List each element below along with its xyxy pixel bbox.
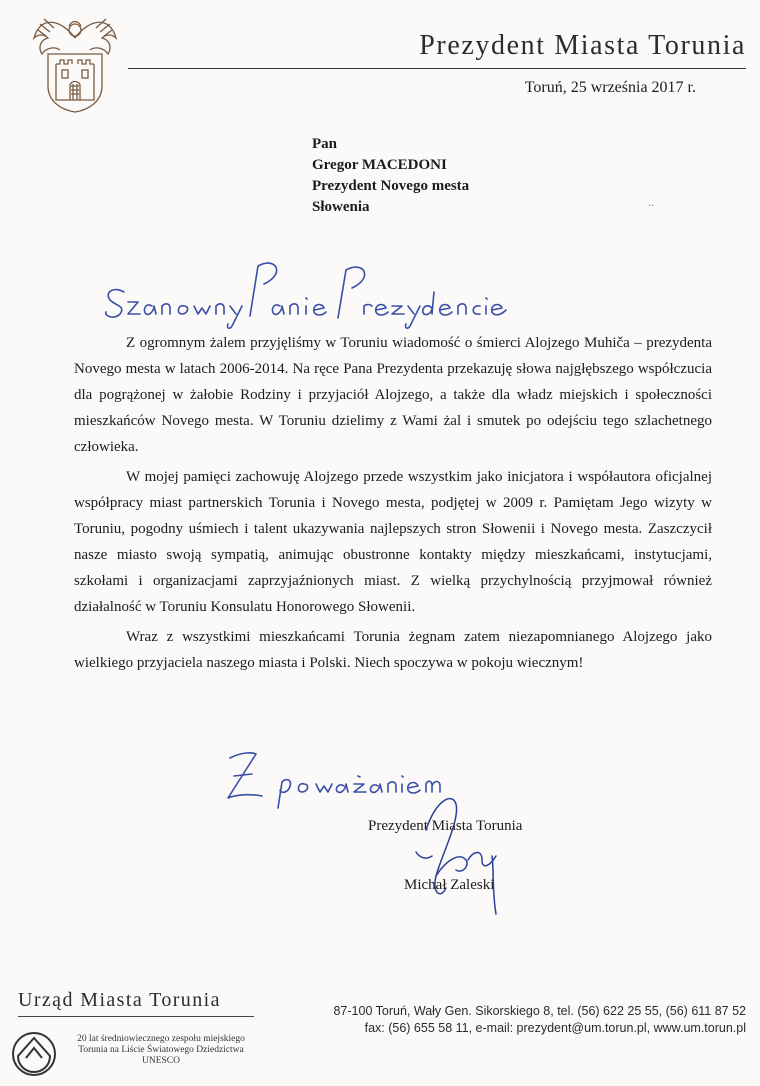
body-paragraph-1: Z ogromnym żalem przyjęliśmy w Toruniu wiadomość o śmierci Alojzego Muhiča – prezydenta Novego mesta w latach 2006-2014. Na ręce Pana Prezydenta przekazuję słowa najgłębszego współczucia dla pogrążonej w żałobie Rodziny i przyjaciół Alojzego, a także dla władz miejskich i społeczności mieszkańców Novego mesta. W Toruniu dzielimy z Wami żal i smutek po odejściu tego szlachetnego człowieka. — [74, 335, 712, 455]
footer-divider — [18, 1016, 254, 1017]
unesco-heritage-icon — [10, 1030, 58, 1078]
letter-date: Toruń, 25 września 2017 r. — [524, 79, 696, 96]
recipient-name: Gregor MACEDONI — [312, 157, 447, 173]
header-divider — [128, 68, 746, 69]
coat-of-arms-icon — [30, 8, 120, 114]
handwritten-greeting — [100, 252, 510, 330]
footer-fax-email: fax: (56) 655 58 11, e-mail: prezydent@um.torun.pl, www.um.torun.pl — [364, 1021, 746, 1035]
signatory-name: Michał Zaleski — [404, 877, 495, 893]
recipient-block — [312, 134, 469, 218]
body-paragraph-2: W mojej pamięci zachowuję Alojzego przede wszystkim jako inicjatora i współautora oficjalnej współpracy miast partnerskich Torunia i Novego mesta, podjętej w 2009 r. Pamiętam Jego wizyty w Toruniu, pogodny uśmiech i talent ukazywania najlepszych stron Słowenii i Novego mesta. Zaszczycił nasze miasto swoją sympatią, animując obustronne kontakty między mieszkańcami, instytucjami, szkołami i organizacjami zaprzyjaźnionych miast. Z wielką przychylnością przyjmował również działalność w Toruniu Konsulatu Honorowego Słowenii. — [74, 469, 712, 615]
unesco-line-3: UNESCO — [141, 1056, 180, 1066]
handwritten-signature — [396, 790, 516, 922]
recipient-salutation: Pan — [312, 136, 338, 152]
signatory-role: Prezydent Miasta Torunia — [368, 818, 523, 834]
letter-body — [74, 330, 712, 680]
footer-contact-block — [333, 1003, 746, 1037]
stray-marks: .. — [648, 195, 654, 209]
unesco-line-2: Torunia na Liście Światowego Dziedzictwa — [78, 1045, 244, 1055]
recipient-country: Słowenia — [312, 199, 370, 215]
footer-address: 87-100 Toruń, Wały Gen. Sikorskiego 8, tel. (56) 622 25 55, (56) 611 87 52 — [333, 1004, 746, 1018]
body-paragraph-3: Wraz z wszystkimi mieszkańcami Torunia żegnam zatem niezapomnianego Alojzego jako wielkiego przyjaciela naszego miasta i Polski. Niech spoczywa w pokoju wiecznym! — [74, 629, 712, 671]
letterhead-title: Prezydent Miasta Torunia — [419, 30, 746, 61]
unesco-line-1: 20 lat średniowiecznego zespołu miejskiego — [77, 1034, 245, 1044]
recipient-position: Prezydent Novego mesta — [312, 178, 470, 194]
unesco-caption — [56, 1034, 266, 1067]
footer-office-name: Urząd Miasta Torunia — [18, 989, 221, 1011]
